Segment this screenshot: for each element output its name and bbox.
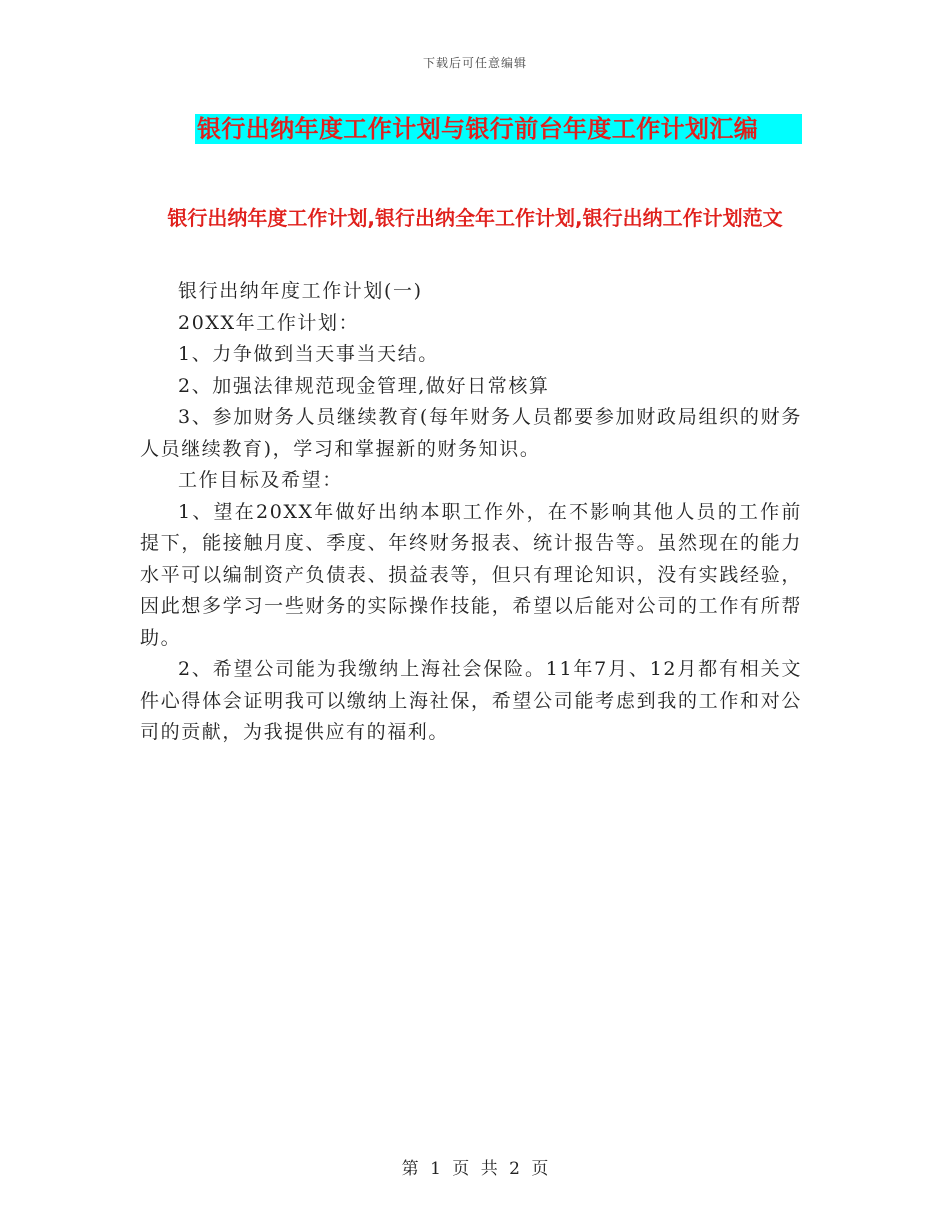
paragraph-year-plan: 20XX年工作计划： [178,311,360,334]
paragraph-item-3: 3、参加财务人员继续教育(每年财务人员都要参加财政局组织的财务人员继续教育)，学习和掌握新的财务知识。 [140,406,802,460]
page-indicator: 第 1 页 共 2 页 [401,1159,549,1179]
paragraph-goals-heading: 工作目标及希望： [178,469,343,491]
paragraph-item-1: 1、力争做到当天事当天结。 [178,343,439,365]
document-title: 银行出纳年度工作计划与银行前台年度工作计划汇编 [195,114,802,144]
paragraph-goal-2: 2、希望公司能为我缴纳上海社会保险。11年7月、12月都有相关文件心得体会证明我可以缴纳上海社保，希望公司能考虑到我的工作和对公司的贡献，为我提供应有的福利。 [140,658,802,743]
document-body [140,276,802,749]
header-note: 下载后可任意编辑 [422,56,527,70]
paragraph-goal-1: 1、望在20XX年做好出纳本职工作外，在不影响其他人员的工作前提下，能接触月度、季度、年终财务报表、统计报告等。虽然现在的能力水平可以编制资产负债表、损益表等，但只有理论知识，没有实践经验，因此想多学习一些财务的实际操作技能，希望以后能对公司的工作有所帮助。 [140,500,802,649]
paragraph-item-2: 2、加强法律规范现金管理,做好日常核算 [178,374,550,397]
paragraph-plan-heading: 银行出纳年度工作计划(一) [178,280,423,302]
document-subtitle: 银行出纳年度工作计划,银行出纳全年工作计划,银行出纳工作计划范文 [167,206,783,230]
